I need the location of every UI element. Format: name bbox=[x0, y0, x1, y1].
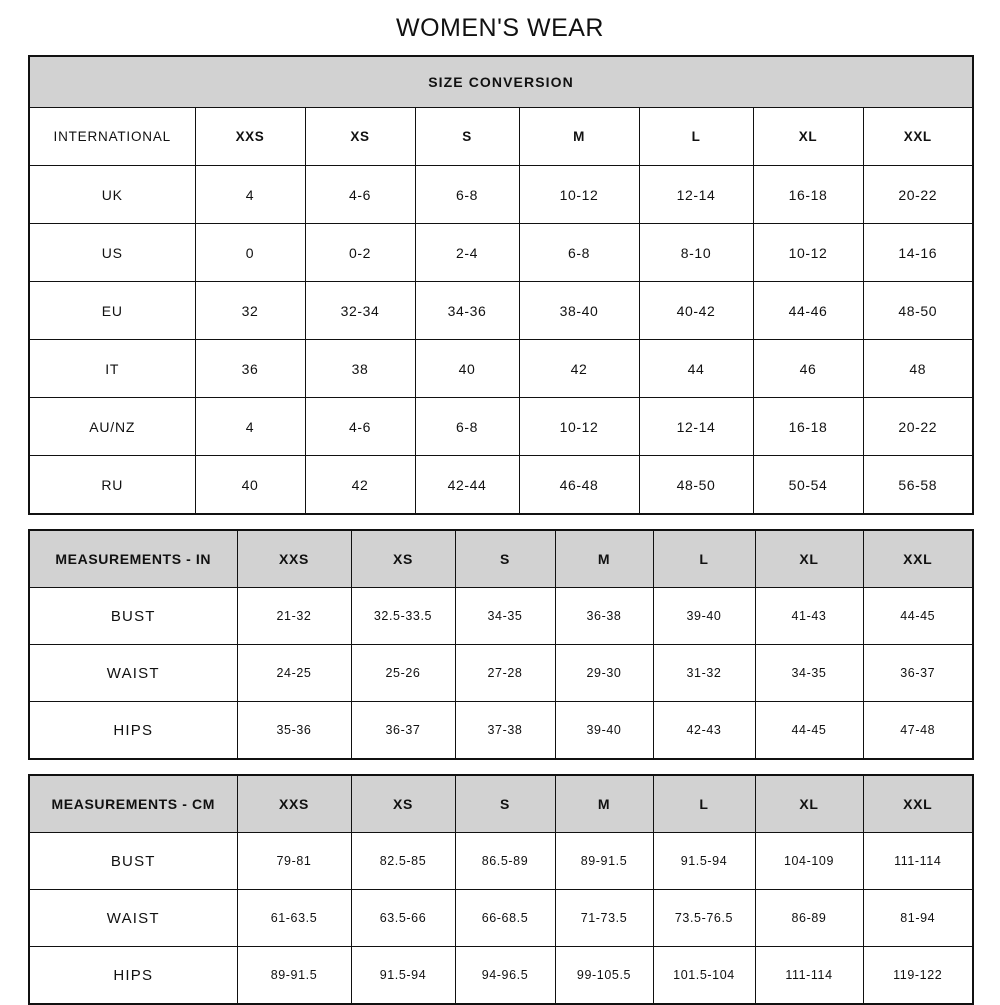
cell: 89-91.5 bbox=[555, 833, 653, 890]
cell: 91.5-94 bbox=[653, 833, 755, 890]
cell: 86-89 bbox=[755, 890, 863, 947]
cell: 44 bbox=[639, 340, 753, 398]
table-row bbox=[29, 588, 973, 645]
cell: 16-18 bbox=[753, 166, 863, 224]
row-label: HIPS bbox=[29, 947, 237, 1005]
cell: 37-38 bbox=[455, 702, 555, 760]
header-xxl: XXL bbox=[863, 775, 973, 833]
cell: 81-94 bbox=[863, 890, 973, 947]
cell: 48-50 bbox=[863, 282, 973, 340]
header-xl: XL bbox=[755, 530, 863, 588]
cell: 35-36 bbox=[237, 702, 351, 760]
row-label: WAIST bbox=[29, 645, 237, 702]
cell: 4-6 bbox=[305, 166, 415, 224]
cell: 12-14 bbox=[639, 166, 753, 224]
table-banner-row bbox=[29, 56, 973, 108]
row-label: US bbox=[29, 224, 195, 282]
cell: 21-32 bbox=[237, 588, 351, 645]
header-xxl: XXL bbox=[863, 108, 973, 166]
header-xs: XS bbox=[351, 530, 455, 588]
header-l: L bbox=[639, 108, 753, 166]
cell: 104-109 bbox=[755, 833, 863, 890]
cell: 38-40 bbox=[519, 282, 639, 340]
row-label: WAIST bbox=[29, 890, 237, 947]
table-row bbox=[29, 833, 973, 890]
cell: 61-63.5 bbox=[237, 890, 351, 947]
header-xs: XS bbox=[351, 775, 455, 833]
cell: 6-8 bbox=[519, 224, 639, 282]
cell: 29-30 bbox=[555, 645, 653, 702]
measurements-in-table bbox=[28, 529, 974, 760]
row-label: RU bbox=[29, 456, 195, 515]
cell: 8-10 bbox=[639, 224, 753, 282]
cell: 4 bbox=[195, 166, 305, 224]
cell: 31-32 bbox=[653, 645, 755, 702]
cell: 0 bbox=[195, 224, 305, 282]
cell: 10-12 bbox=[519, 166, 639, 224]
table-row bbox=[29, 224, 973, 282]
cell: 40 bbox=[195, 456, 305, 515]
header-international: INTERNATIONAL bbox=[29, 108, 195, 166]
cell: 6-8 bbox=[415, 166, 519, 224]
table-row bbox=[29, 702, 973, 760]
cell: 101.5-104 bbox=[653, 947, 755, 1005]
cell: 24-25 bbox=[237, 645, 351, 702]
cell: 46 bbox=[753, 340, 863, 398]
header-m: M bbox=[555, 530, 653, 588]
cell: 42-44 bbox=[415, 456, 519, 515]
cell: 39-40 bbox=[555, 702, 653, 760]
cell: 14-16 bbox=[863, 224, 973, 282]
cell: 36-37 bbox=[863, 645, 973, 702]
cell: 12-14 bbox=[639, 398, 753, 456]
header-xxl: XXL bbox=[863, 530, 973, 588]
cell: 40-42 bbox=[639, 282, 753, 340]
cell: 34-35 bbox=[455, 588, 555, 645]
cell: 44-45 bbox=[863, 588, 973, 645]
cell: 99-105.5 bbox=[555, 947, 653, 1005]
table-header-row bbox=[29, 775, 973, 833]
cell: 91.5-94 bbox=[351, 947, 455, 1005]
table-row bbox=[29, 340, 973, 398]
cell: 10-12 bbox=[519, 398, 639, 456]
cell: 79-81 bbox=[237, 833, 351, 890]
cell: 71-73.5 bbox=[555, 890, 653, 947]
cell: 36 bbox=[195, 340, 305, 398]
row-label: BUST bbox=[29, 833, 237, 890]
row-label: EU bbox=[29, 282, 195, 340]
cell: 32-34 bbox=[305, 282, 415, 340]
header-xxs: XXS bbox=[237, 530, 351, 588]
cell: 46-48 bbox=[519, 456, 639, 515]
cell: 4 bbox=[195, 398, 305, 456]
table-header-row bbox=[29, 530, 973, 588]
cell: 86.5-89 bbox=[455, 833, 555, 890]
table-header-row bbox=[29, 108, 973, 166]
row-label: BUST bbox=[29, 588, 237, 645]
cell: 6-8 bbox=[415, 398, 519, 456]
cell: 36-37 bbox=[351, 702, 455, 760]
table-row bbox=[29, 890, 973, 947]
table-row bbox=[29, 282, 973, 340]
cell: 56-58 bbox=[863, 456, 973, 515]
cell: 36-38 bbox=[555, 588, 653, 645]
row-label: IT bbox=[29, 340, 195, 398]
cell: 63.5-66 bbox=[351, 890, 455, 947]
cell: 39-40 bbox=[653, 588, 755, 645]
cell: 38 bbox=[305, 340, 415, 398]
cell: 82.5-85 bbox=[351, 833, 455, 890]
cell: 42 bbox=[305, 456, 415, 515]
cell: 41-43 bbox=[755, 588, 863, 645]
header-l: L bbox=[653, 530, 755, 588]
cell: 40 bbox=[415, 340, 519, 398]
cell: 42-43 bbox=[653, 702, 755, 760]
page-title: WOMEN'S WEAR bbox=[396, 14, 604, 42]
header-xl: XL bbox=[753, 108, 863, 166]
table-row bbox=[29, 398, 973, 456]
header-xl: XL bbox=[755, 775, 863, 833]
header-xxs: XXS bbox=[237, 775, 351, 833]
cell: 111-114 bbox=[755, 947, 863, 1005]
header-s: S bbox=[455, 775, 555, 833]
cell: 34-35 bbox=[755, 645, 863, 702]
cell: 0-2 bbox=[305, 224, 415, 282]
cell: 34-36 bbox=[415, 282, 519, 340]
header-measurements-cm: MEASUREMENTS - CM bbox=[29, 775, 237, 833]
cell: 44-46 bbox=[753, 282, 863, 340]
cell: 27-28 bbox=[455, 645, 555, 702]
row-label: AU/NZ bbox=[29, 398, 195, 456]
header-s: S bbox=[415, 108, 519, 166]
table-row bbox=[29, 166, 973, 224]
cell: 89-91.5 bbox=[237, 947, 351, 1005]
cell: 73.5-76.5 bbox=[653, 890, 755, 947]
table-row bbox=[29, 456, 973, 515]
cell: 50-54 bbox=[753, 456, 863, 515]
cell: 10-12 bbox=[753, 224, 863, 282]
header-measurements-in: MEASUREMENTS - IN bbox=[29, 530, 237, 588]
cell: 111-114 bbox=[863, 833, 973, 890]
cell: 44-45 bbox=[755, 702, 863, 760]
cell: 25-26 bbox=[351, 645, 455, 702]
header-s: S bbox=[455, 530, 555, 588]
cell: 66-68.5 bbox=[455, 890, 555, 947]
table-row bbox=[29, 947, 973, 1005]
header-m: M bbox=[555, 775, 653, 833]
cell: 48-50 bbox=[639, 456, 753, 515]
header-xs: XS bbox=[305, 108, 415, 166]
size-conversion-banner: SIZE CONVERSION bbox=[29, 56, 973, 108]
header-l: L bbox=[653, 775, 755, 833]
size-conversion-table bbox=[28, 55, 974, 515]
cell: 48 bbox=[863, 340, 973, 398]
cell: 4-6 bbox=[305, 398, 415, 456]
cell: 32 bbox=[195, 282, 305, 340]
cell: 20-22 bbox=[863, 398, 973, 456]
row-label: HIPS bbox=[29, 702, 237, 760]
cell: 42 bbox=[519, 340, 639, 398]
cell: 119-122 bbox=[863, 947, 973, 1005]
cell: 16-18 bbox=[753, 398, 863, 456]
header-m: M bbox=[519, 108, 639, 166]
measurements-cm-table bbox=[28, 774, 974, 1005]
row-label: UK bbox=[29, 166, 195, 224]
table-row bbox=[29, 645, 973, 702]
cell: 32.5-33.5 bbox=[351, 588, 455, 645]
cell: 47-48 bbox=[863, 702, 973, 760]
cell: 20-22 bbox=[863, 166, 973, 224]
header-xxs: XXS bbox=[195, 108, 305, 166]
cell: 2-4 bbox=[415, 224, 519, 282]
cell: 94-96.5 bbox=[455, 947, 555, 1005]
